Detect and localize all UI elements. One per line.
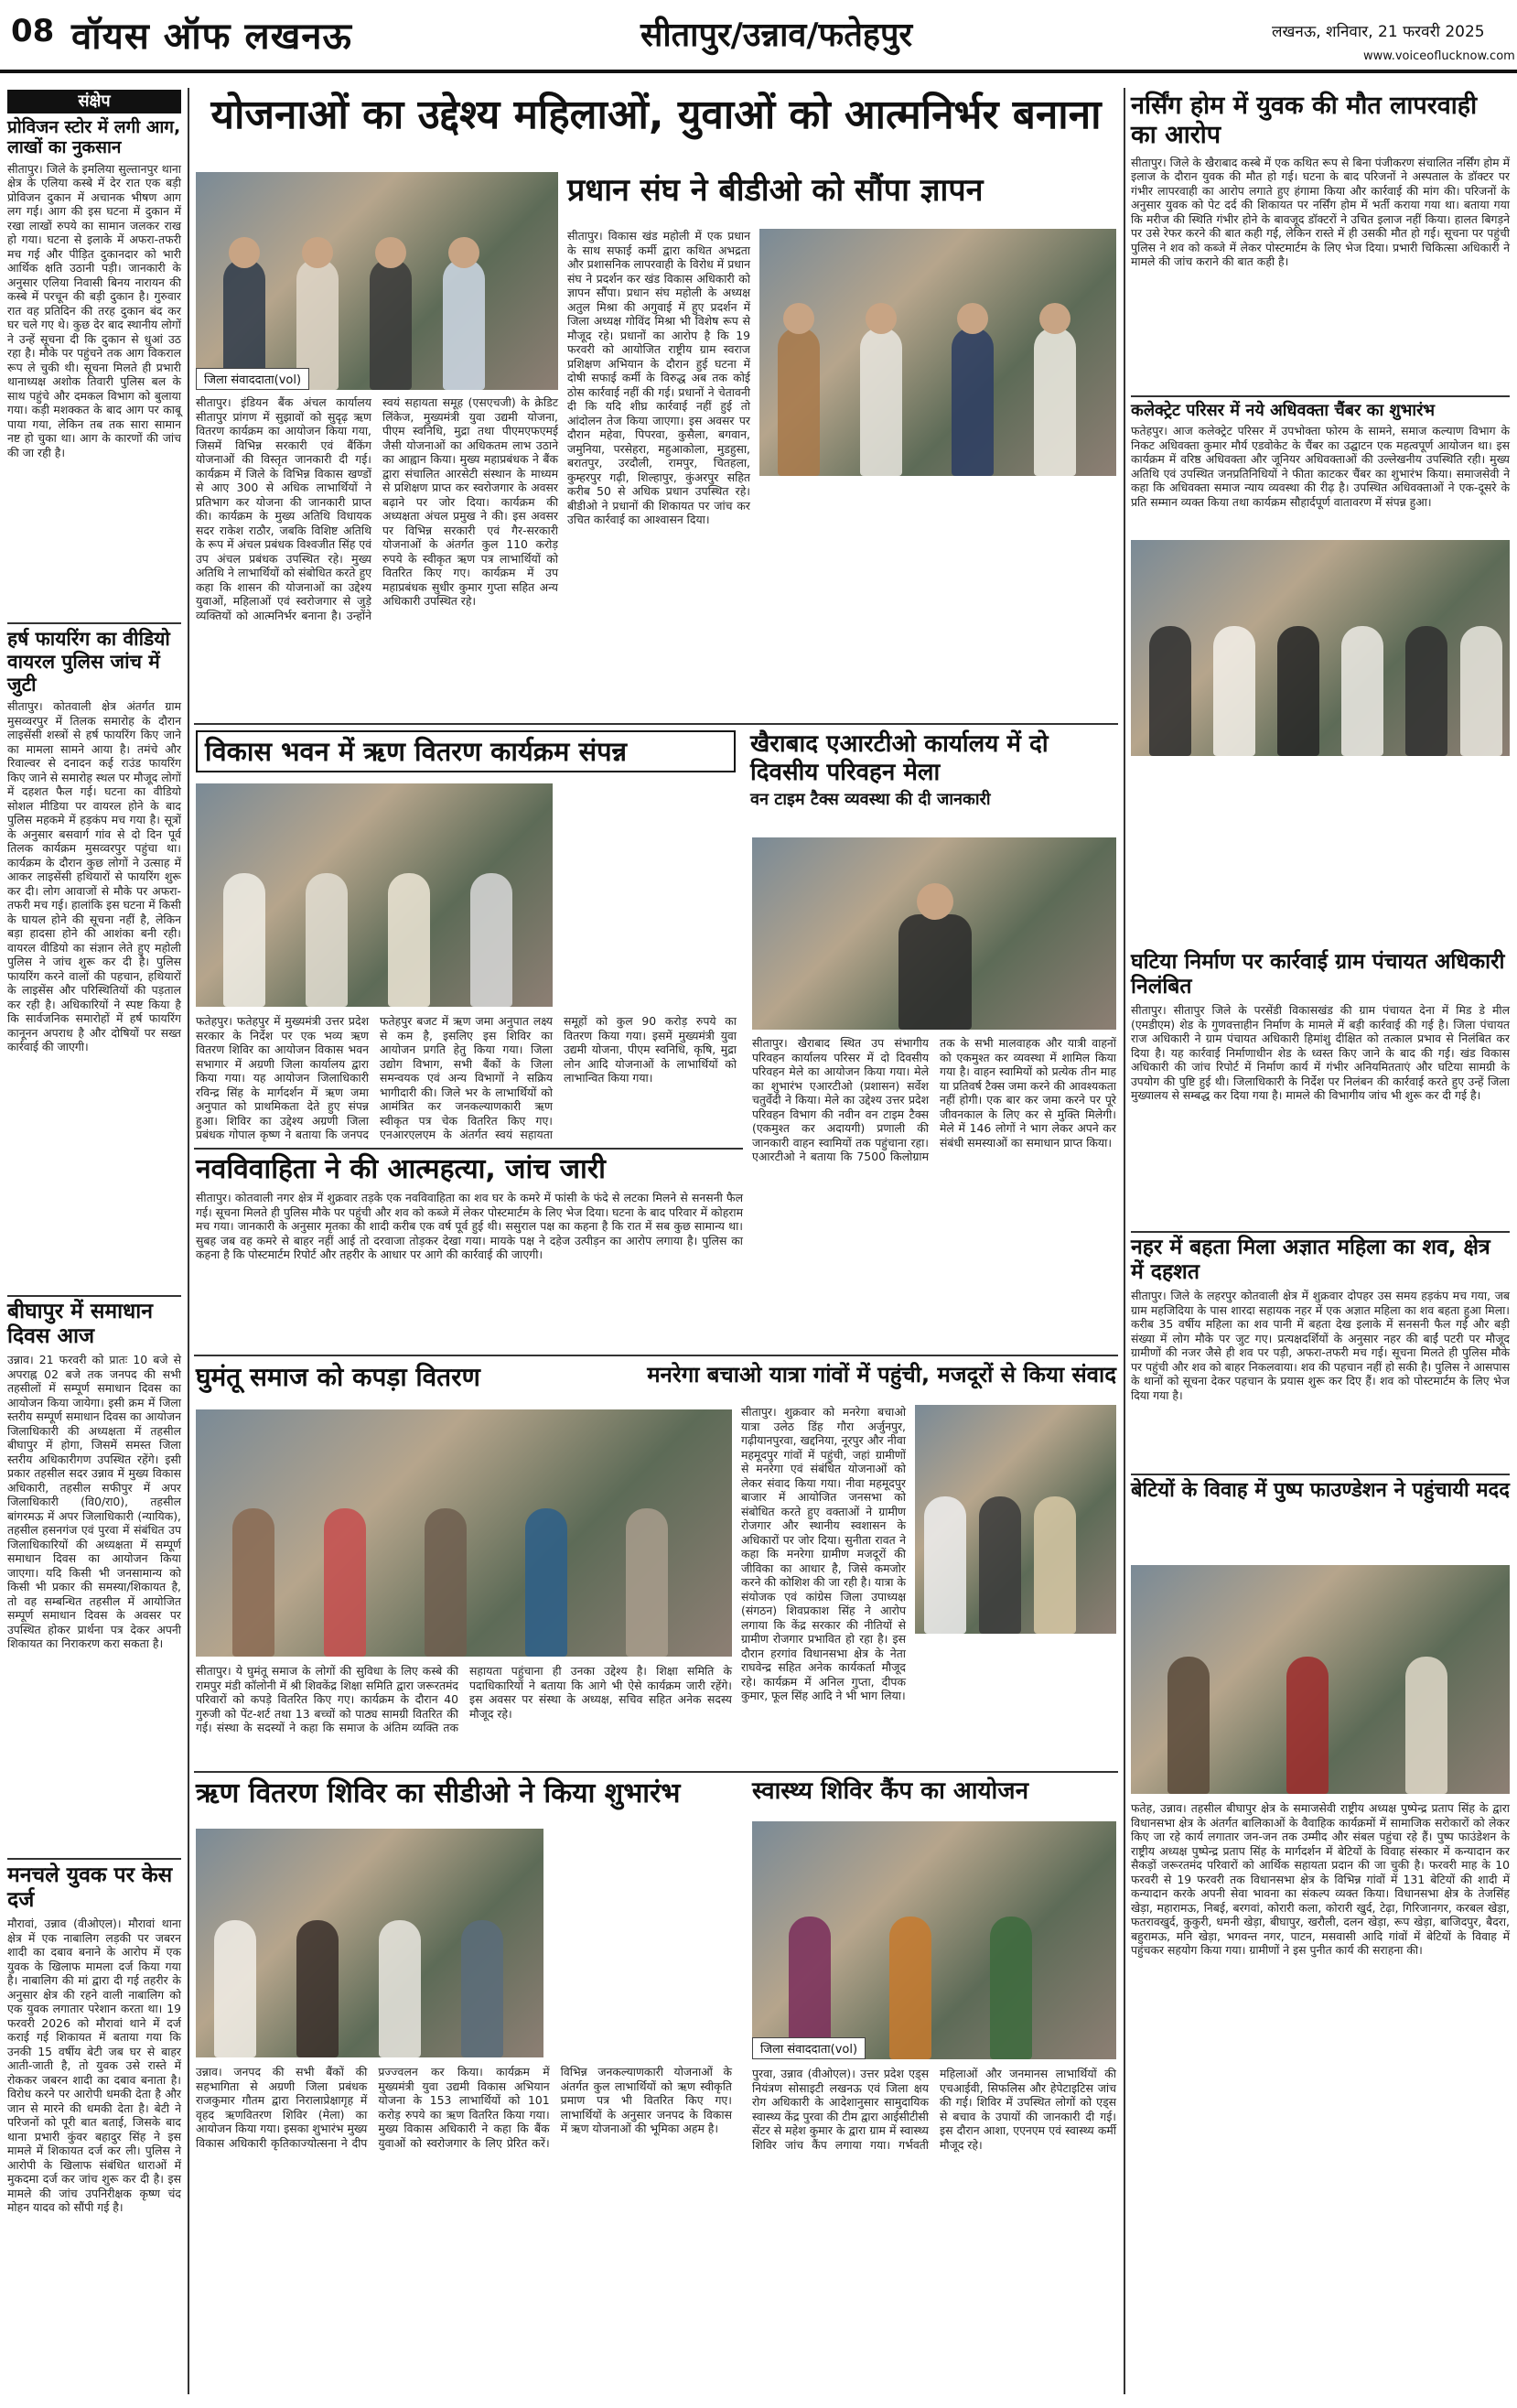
article-headline: नर्सिंग होम में युवक की मौत लापरवाही का आरोप [1131, 92, 1478, 149]
article-headline: विकास भवन में ऋण वितरण कार्यक्रम संपन्न [196, 730, 736, 772]
page-number: 08 [11, 13, 55, 49]
section-title: सीतापुर/उन्नाव/फतेहपुर [640, 16, 913, 54]
article-body: सीतापुर। शुक्रवार को मनरेगा बचाओ यात्रा उलेठ डिंह गौरा अर्जुनपुर, गढ़ीयानपुरवा, खद्दनिया, नूरपुर और नीवा महमूदपुर गांवों में पहुंची, जहां ग्रामीणों से मनरेगा एवं संबंधित योजनाओं को लेकर संवाद किया गया। नीवा महमूदपुर बाजार में आयोजित जनसभा को संबोधित करते हुए वक्ताओं ने ग्रामीण रोजगार और स्थानीय स्वशासन के अधिकारों पर जोर दिया। सुनीता रावत ने कहा कि मनरेगा ग्रामीण मजदूरों की जीविका का आधार है, जिसे कमजोर करने की कोशिश की जा रही है। यात्रा के संयोजक एवं कांग्रेस जिला उपाध्यक्ष (संगठन) शिवप्रकाश सिंह ने आरोप लगाया कि केंद्र सरकार की नीतियों से ग्रामीण रोजगार प्रभावित हो रहा है। इस दौरान हरगांव विधानसभा क्षेत्र के नेता राघवेन्द्र सहित अनेक कार्यकर्ता मौजूद रहे। कार्यक्रम में अनिल गुप्ता, दीपक कुमार, फूल सिंह आदि ने भी भाग लिया। [741, 1405, 906, 1702]
article-body: सीतापुर। खैराबाद स्थित उप संभागीय परिवहन कार्यालय परिसर में दो दिवसीय परिवहन मेले का आयोजन किया गया। मेले का शुभारंभ एआरटीओ (प्रशासन) सर्वेश चतुर्वेदी ने किया। मेले का उद्देश्य उत्तर प्रदेश परिवहन विभाग की नवीन वन टाइम टैक्स (एकमुश्त कर अदायगी) प्रणाली की जानकारी वाहन स्वामियों तक पहुंचाना रहा। एआरटीओ ने बताया कि 7500 किलोग्राम तक के सभी मालवाहक और यात्री वाहनों को एकमुश्त कर व्यवस्था में शामिल किया गया है। वाहन स्वामियों को प्रत्येक तीन माह या प्रतिवर्ष टैक्स जमा करने की आवश्यकता नहीं होगी। एक बार कर जमा करने पर पूरे जीवनकाल के लिए कर से मुक्ति मिलेगी। मेले में 146 लोगों ने भाग लेकर अपने कर संबंधी समस्याओं का समाधान प्राप्त किया। [752, 1036, 1116, 1163]
article-headline: हर्ष फायरिंग का वीडियो वायरल पुलिस जांच में जुटी [7, 628, 170, 696]
left-article-1 [7, 117, 181, 563]
article-headline: खैराबाद एआरटीओ कार्यालय में दो दिवसीय परिवहन मेला [750, 730, 1049, 786]
article-body: मौरावां, उन्नाव (वीओएल)। मौरावां थाना क्षेत्र में एक नाबालिग लड़की पर जबरन शादी का दबाव बनाने के आरोप में एक युवक के खिलाफ मामला दर्ज किया गया है। नाबालिग की मां द्वारा दी गई तहरीर के अनुसार क्षेत्र की रहने वाली नाबालिग को एक युवक लगातार परेशान करता था। 19 फरवरी 2026 को मौरावां थाने में दर्ज कराई गई शिकायत में बताया गया कि उनकी 15 वर्षीय बेटी जब घर से बाहर आती-जाती है, तो युवक उसे रास्ते में रोककर जबरन शादी का दबाव बनाता है। विरोध करने पर आरोपी धमकी देता है और जान से मारने की धमकी देता है। बेटी ने परिजनों को पूरी बात बताई, जिसके बाद थाना प्रभारी कुंवर बहादुर सिंह ने इस मामले में शिकायत दर्ज कर ली। पुलिस ने आरोपी के खिलाफ संबंधित धाराओं में मुकदमा दर्ज कर जांच शुरू कर दी है। इस मामले की जांच उपनिरीक्षक कृष्ण चंद मोहन यादव को सौंपी गई है। [7, 1917, 181, 2215]
health-camp-photo [752, 1821, 1116, 2059]
wedding-aid-photo [1131, 1565, 1510, 1794]
article-body: फतेह, उन्नाव। तहसील बीघापुर क्षेत्र के समाजसेवी राष्ट्रीय अध्यक्ष पुष्पेन्द्र प्रताप सिंह के द्वारा विधानसभा क्षेत्र के अंतर्गत बालिकाओं के वैवाहिक कार्यक्रमों में सामाजिक सरोकारों को लेकर किए जा रहे कार्य लगातार जन-जन तक उम्मीद और संबल पहुंचा रहे हैं। पुष्प फाउंडेशन के राष्ट्रीय अध्यक्ष पुष्पेन्द्र प्रताप सिंह के मार्गदर्शन में बेटियों के विवाह संस्कार में कन्यादान कर सैकड़ों जरूरतमंद परिवारों को आर्थिक सहायता प्रदान की जा चुकी है। फरवरी माह के 10 फरवरी से 19 फरवरी तक विधानसभा क्षेत्र के विभिन्न गांवों में 131 बेटियों की शादी में कन्यादान करके अपनी सेवा भावना का संकल्प व्यक्त किया। विधानसभा क्षेत्र के तेजसिंह खेड़ा, महारामऊ, निबई, बरगवां, कोरारी कला, कोरारी खुर्द, टेढ़ा, गिरिजानगर, करबल खेड़ा, फतरावखुर्द, कुकुरी, धमनी खेड़ा, बीघापुर, खरौली, दलन खेड़ा, रूप खेड़ा, बाजिदपुर, बैदरा, बहुरामऊ, मनि खेड़ा, भगवन्त नगर, पाटन, मसवासी आदि गांवों में बेटियों के विवाह में पहुंचकर सहयोग किया गया। ग्रामीणों ने इस पुनीत कार्य की सराहना की। [1131, 1801, 1510, 1957]
article-headline: ऋण वितरण शिविर का सीडीओ ने किया शुभारंभ [196, 1777, 681, 1809]
lead-photo [196, 172, 558, 390]
article-headline: मनचले युवक पर केस दर्ज [7, 1863, 173, 1913]
article-body: सीतापुर। जिले के लहरपुर कोतवाली क्षेत्र में शुक्रवार दोपहर उस समय हड़कंप मच गया, जब ग्राम महजिदिया के पास शारदा सहायक नहर में एक अज्ञात महिला का शव बहता हुआ मिला। करीब 35 वर्षीय महिला का शव पानी में बहता देख इलाके में सनसनी फैल गई और बड़ी संख्या में लोग मौके पर जुट गए। प्रत्यक्षदर्शियों के अनुसार नहर की बाईं पटरी पर मौजूद ग्रामीणों की नजर जैसे ही शव पर पड़ी, अफरा-तफरी मच गई। सूचना मिलते ही पुलिस मौके पर पहुंची और शव को बाहर निकलवाया। शव की पहचान नहीं हो सकी है। पुलिस ने आसपास के थानों को सूचना देकर पहचान के प्रयास शुरू कर दिए हैं। शव को पोस्टमार्टम के लिए भेज दिया गया है। [1131, 1289, 1510, 1402]
article-body: सीतापुर। कोतवाली नगर क्षेत्र में शुक्रवार तड़के एक नवविवाहिता का शव घर के कमरे में फांसी के फंदे से लटका मिलने से सनसनी फैल गई। सूचना मिलते ही पुलिस मौके पर पहुंची और शव को कब्जे में लेकर पोस्टमार्टम के लिए भेज दिया। घटना के बाद परिवार में कोहराम मच गया। जानकारी के अनुसार मृतका की शादी करीब एक वर्ष पूर्व हुई थी। ससुराल पक्ष का कहना है कि रात में सब कुछ सामान्य था। सुबह जब वह कमरे से बाहर नहीं आई तो दरवाजा तोड़कर देखा गया। मायके पक्ष ने दहेज उत्पीड़न का आरोप लगाया है। पुलिस का कहना है कि पोस्टमार्टम रिपोर्ट और तहरीर के आधार पर आगे की कार्रवाई की जाएगी। [196, 1191, 743, 1262]
article-body: सीतापुर। जिले के इमलिया सुल्तानपुर थाना क्षेत्र के एलिया कस्बे में देर रात एक बड़ी प्रोविजन दुकान में अचानक भीषण आग लग गई। आग की इस घटना में दुकान में रखा लाखों रुपये का सामान जलकर राख हो गया। घटना से इलाके में अफरा-तफरी मच गई और पीड़ित दुकानदार को भारी आर्थिक क्षति उठानी पड़ी। जानकारी के अनुसार एलिया निवासी बिनय नारायन की कस्बे में परचून की बड़ी दुकान है। गुरुवार रात वह प्रतिदिन की तरह दुकान बंद कर घर चले गए थे। कुछ देर बाद स्थानीय लोगों ने उन्हें सूचना दी कि दुकान से धुआं उठ रहा है। मौके पर पहुंचने तक आग विकराल रूप ले चुकी थी। सूचना मिलते ही प्रभारी थानाध्यक्ष अशोक तिवारी पुलिस बल के साथ पहुंचे और दमकल विभाग को बुलाया गया। कड़ी मशक्कत के बाद आग पर काबू पाया गया, लेकिन तब तक सारा सामान नष्ट हो चुका था। आग के कारणों की जांच की जा रही है। [7, 161, 181, 459]
mnrega-photo [915, 1405, 1116, 1634]
article-headline: प्रोविजन स्टोर में लगी आग, लाखों का नुकसान [7, 117, 181, 158]
article-body: सीतापुर। सीतापुर जिले के परसेंडी विकासखंड की ग्राम पंचायत देना में मिड डे मील (एमडीएम) शेड के गुणवत्ताहीन निर्माण के मामले में बड़ी कार्रवाई की गई है। जिला पंचायत राज अधिकारी ने ग्राम पंचायत अधिकारी हिमांशु दीक्षित को तत्काल प्रभाव से निलंबित कर दिया है। यह कार्रवाई निर्माणाधीन शेड के ध्वस्त किए जाने के बाद की गई। खंड विकास अधिकारी की जांच रिपोर्ट में निर्माण कार्य में गंभीर अनियमितताएं और घटिया सामग्री के उपयोग की पुष्टि हुई थी। जिलाधिकारी के निर्देश पर निलंबन की कार्रवाई करते हुए उन्हें जिला मुख्यालय से सम्बद्ध कर दिया गया है। मामले की विभागीय जांच भी शुरू कर दी गई है। [1131, 1003, 1510, 1103]
briefs-ribbon: संक्षेप [7, 90, 181, 113]
lead-headline: योजनाओं का उद्देश्य महिलाओं, युवाओं को आत्मनिर्भर बनाना [210, 92, 1102, 138]
clothes-distribution-photo [196, 1409, 732, 1657]
article-headline: घटिया निर्माण पर कार्रवाई ग्राम पंचायत अधिकारी निलंबित [1131, 950, 1505, 999]
article-body: फतेहपुर। आज कलेक्ट्रेट परिसर में उपभोक्ता फोरम के सामने, समाज कल्याण विभाग के निकट अधिवक्ता कुमार मौर्य एडवोकेट के चैंबर का उद्घाटन एक महत्वपूर्ण आयोजन था। इस कार्यक्रम में वरिष्ठ अधिवक्ता और जूनियर अधिवक्ताओं की उल्लेखनीय उपस्थिति रही। मुख्य अतिथि एवं उपस्थित जनप्रतिनिधियों ने फीता काटकर चैंबर का शुभारंभ किया। समाजसेवी ने कहा कि अधिवक्ता समाज न्याय व्यवस्था की रीढ़ है। उपस्थित अधिवक्ताओं ने एक-दूसरे के प्रति सम्मान व्यक्त किया तथा कार्यक्रम सौहार्दपूर्ण वातावरण में संपन्न हुआ। [1131, 424, 1510, 509]
article-headline: बीघापुर में समाधान दिवस आज [7, 1300, 154, 1349]
article-headline: नहर में बहता मिला अज्ञात महिला का शव, क्षेत्र में दहशत [1131, 1236, 1490, 1285]
lead-body: सीतापुर। इंडियन बैंक अंचल कार्यालय सीतापुर प्रांगण में सुझावों को सुदृढ़ ऋण वितरण कार्यक्रम का आयोजन किया गया, जिसमें विभिन्न सरकारी एवं बैंकिंग योजनाओं की विस्तृत जानकारी दी गई। कार्यक्रम में जिले के विभिन्न विकास खण्डों से आए 300 से अधिक लाभार्थियों ने प्रतिभाग कर योजना की जानकारी प्राप्त की। कार्यक्रम के मुख्य अतिथि विधायक सदर राकेश राठौर, जबकि विशिष्ट अतिथि के रूप में अंचल प्रबंधक विश्वजीत सिंह एवं उप अंचल प्रबंधक उपस्थित रहे। मुख्य अतिथि ने लाभार्थियों को संबोधित करते हुए कहा कि शासन की योजनाओं का उद्देश्य युवाओं, महिलाओं एवं स्वरोजगार से जुड़े व्यक्तियों को आत्मनिर्भर बनाना है। उन्होंने स्वयं सहायता समूह (एसएचजी) के क्रेडिट लिंकेज, मुख्यमंत्री युवा उद्यमी योजना, पीएम स्वनिधि, मुद्रा तथा पीएमएफएमई जैसी योजनाओं का अधिकतम लाभ उठाने का आह्वान किया। मुख्य महाप्रबंधक ने बैंक द्वारा संचालित आरसेटी संस्थान के माध्यम से प्रशिक्षण प्राप्त कर स्वरोजगार के अवसर बढ़ाने पर जोर दिया। कार्यक्रम की अध्यक्षता अंचल प्रमुख ने की। इस अवसर पर विभिन्न सरकारी एवं गैर-सरकारी योजनाओं के अंतर्गत कुल 110 करोड़ रुपये के स्वीकृत ऋण पत्र लाभार्थियों को वितरित किए गए। कार्यक्रम में उप महाप्रबंधक सुधीर कुमार गुप्ता सहित अन्य अधिकारी उपस्थित रहे। [196, 395, 558, 622]
article-subheadline: वन टाइम टैक्स व्यवस्था की दी जानकारी [750, 790, 991, 810]
website-link[interactable]: www.voiceoflucknow.com [1363, 49, 1515, 63]
newspaper-name: वॉयस ऑफ लखनऊ [71, 16, 352, 58]
mid-article-3 [196, 1153, 743, 1306]
left-article-3 [7, 1300, 181, 1858]
mid-article-5 [567, 1362, 1116, 1388]
bottom-article-1 [196, 1777, 745, 1809]
mid-top-article [567, 172, 1116, 216]
transport-fair-photo [752, 837, 1116, 1030]
article-body: सीतापुर। कोतवाली क्षेत्र अंतर्गत ग्राम मुसव्वरपुर में तिलक समारोह के दौरान लाइसेंसी शस्त्रों से हर्ष फायरिंग किए जाने का मामला सामने आया है। तमंचे और रिवाल्वर से दनादन कई राउंड फायरिंग किए जाने से समारोह स्थल पर मौजूद लोगों में दहशत फैल गई। घटना का वीडियो सोशल मीडिया पर वायरल होने के बाद पुलिस महकमे में हड़कंप मच गया है। सूत्रों के अनुसार बसवार्ग गांव से दो दिन पूर्व तिलक कार्यक्रम मुसव्वरपुर पहुंचा था। कार्यक्रम के दौरान कुछ लोगों ने उत्साह में आकर लाइसेंसी हथियारों से फायरिंग शुरू कर दी। लोग आवाजों से मौके पर अफरा-तफरी मच गई। हालांकि इस घटना में किसी के घायल होने की सूचना नहीं है, लेकिन बड़ा हादसा होने की आशंका बनी रही। वायरल वीडियो का संज्ञान लेते हुए महोली पुलिस ने जांच शुरू कर दी है। पुलिस फायरिंग करने वालों की पहचान, हथियारों के लाइसेंस और परिस्थितियों की पड़ताल कर रही है। अधिकारियों ने स्पष्ट किया है कि सार्वजनिक समारोहों में हर्ष फायरिंग कानूनन अपराध है और दोषियों पर सख्त कार्रवाई की जाएगी। [7, 699, 181, 1054]
article-body: सीतापुर। ये घुमंतू समाज के लोगों की सुविधा के लिए कस्बे की रामपुर मंडी कॉलोनी में श्री शिवकेंद्र शिक्षा समिति द्वारा जरूरतमंद परिवारों को कपड़े वितरित किए गए। कार्यक्रम के दौरान 40 गुरुजी को पेंट-शर्ट तथा 13 बच्चों को पाठ्य सामग्री वितरित की गई। संस्था के सदस्यों ने कहा कि समाज के अंतिम व्यक्ति तक सहायता पहुंचाना ही उनका उद्देश्य है। शिक्षा समिति के पदाधिकारियों ने बताया कि आगे भी ऐसे कार्यक्रम जारी रहेंगे। इस अवसर पर संस्था के अध्यक्ष, सचिव सहित अनेक सदस्य मौजूद रहे। [196, 1664, 732, 1734]
memorandum-photo [759, 229, 1116, 476]
left-article-2 [7, 628, 181, 1248]
article-body: पुरवा, उन्नाव (वीओएल)। उत्तर प्रदेश एड्स नियंत्रण सोसाइटी लखनऊ एवं जिला क्षय रोग अधिकारी के आदेशानुसार सामुदायिक स्वास्थ्य केंद्र पुरवा की टीम द्वारा आईसीटीसी सेंटर से महेश कुमार के द्वारा ग्राम में स्वास्थ्य शिविर जांच कैंप लगाया गया। गर्भवती महिलाओं और जनमानस लाभार्थियों की एचआईवी, सिफलिस और हेपेटाइटिस जांच की गई। शिविर में उपस्थित लोगों को एड्स से बचाव के उपायों की जानकारी दी गई। इस दौरान आशा, एएनएम एवं स्वास्थ्य कर्मी मौजूद रहे। [752, 2067, 1116, 2152]
article-body: फतेहपुर। फतेहपुर में मुख्यमंत्री उत्तर प्रदेश सरकार के निर्देश पर एक भव्य ऋण वितरण शिविर का आयोजन विकास भवन सभागार में अग्रणी जिला कार्यालय द्वारा किया गया। यह आयोजन जिलाधिकारी रविन्द्र सिंह के मार्गदर्शन में ऋण जमा अनुपात को प्राथमिकता देते हुए संपन्न हुआ। शिविर का उद्देश्य अग्रणी जिला प्रबंधक गोपाल कृष्ण ने बताया कि जनपद फतेहपुर बजट में ऋण जमा अनुपात लक्ष्य से कम है, इसलिए इस शिविर का आयोजन प्रगति हेतु किया गया। जिला उद्योग विभाग, सभी बैंकों के जिला समन्वयक एवं अन्य विभागों ने सक्रिय भागीदारी की। जिले भर के लाभार्थियों को आमंत्रित कर जनकल्याणकारी ऋण स्वीकृत पत्र चेक वितरित किए गए। एनआरएलएम के अंतर्गत स्वयं सहायता समूहों को कुल 90 करोड़ रुपये का वितरण किया गया। इसमें मुख्यमंत्री युवा उद्यमी योजना, पीएम स्वनिधि, कृषि, मुद्रा लोन आदि योजनाओं के लाभार्थियों को लाभान्वित किया गया। [196, 1014, 737, 1141]
date-line: लखनऊ, शनिवार, 21 फरवरी 2025 [1272, 23, 1485, 41]
mid-article-2 [750, 730, 1116, 810]
bottom-article-2 [752, 1777, 1118, 1806]
article-body: उन्नाव। जनपद की सभी बैंकों की सहभागिता से अग्रणी जिला प्रबंधक राजकुमार गौतम द्वारा निरालाप्रेक्षागृह में वृहद ऋणवितरण शिविर (मेला) का आयोजन किया गया। इसका शुभारंभ मुख्य विकास अधिकारी कृतिकाज्योत्सना ने दीप प्रज्ज्वलन कर किया। कार्यक्रम में मुख्यमंत्री युवा उद्यमी विकास अभियान योजना के 153 लाभार्थियों को 101 करोड़ रुपये का ऋण वितरित किया गया। मुख्य विकास अधिकारी ने कहा कि बैंक युवाओं को स्वरोजगार के लिए प्रेरित करें। विभिन्न जनकल्याणकारी योजनाओं के अंतर्गत कुल लाभार्थियों को ऋण स्वीकृति प्रमाण पत्र भी वितरित किए गए। लाभार्थियों के अनुसार जनपद के विकास में ऋण योजनाओं की भूमिका अहम है। [196, 2065, 732, 2150]
article-body: सीतापुर। जिले के खैराबाद कस्बे में एक कथित रूप से बिना पंजीकरण संचालित नर्सिंग होम में इलाज के दौरान युवक की मौत हो गई। घटना के बाद परिजनों ने अस्पताल के डॉक्टर पर गंभीर लापरवाही का आरोप लगाते हुए हंगामा किया और कार्रवाई की मांग की। परिजनों के अनुसार युवक को पेट दर्द की शिकायत पर नर्सिंग होम में भर्ती कराया गया था। बताया गया कि मरीज की स्थिति गंभीर होने के बावजूद डॉक्टरों ने उचित इलाज नहीं किया। हालत बिगड़ने पर उसे रेफर करने की बात कही गई, लेकिन रास्ते में ही उसकी मौत हो गई। सूचना पर पहुंची पुलिस ने शव को कब्जे में लेकर पोस्टमार्टम के लिए भेज दिया। प्रभारी चिकित्सा अधिकारी ने मामले की जांच कराने की बात कही है। [1131, 155, 1510, 269]
mid-article-4 [196, 1362, 562, 1392]
left-article-4 [7, 1863, 181, 2381]
article-headline: नवविवाहिता ने की आत्महत्या, जांच जारी [196, 1153, 606, 1185]
article-headline: प्रधान संघ ने बीडीओ को सौंपा ज्ञापन [567, 172, 984, 209]
right-article-1 [1131, 92, 1510, 381]
article-headline: स्वास्थ्य शिविर कैंप का आयोजन [752, 1777, 1029, 1805]
article-body: उन्नाव। 21 फरवरी को प्रातः 10 बजे से अपराह्न 02 बजे तक जनपद की सभी तहसीलों में सम्पूर्ण समाधान दिवस का आयोजन किया जायेगा। इसी क्रम में जिला स्तरीय सम्पूर्ण समाधान दिवस का आयोजन जिलाधिकारी की अध्यक्षता में तहसील बीघापुर में होगा, जिसमें समस्त जिला स्तरीय अधिकारीगण उपस्थित रहेंगे। इसी प्रकार तहसील सदर उन्नाव में मुख्य विकास अधिकारी, तहसील सफीपुर में अपर जिलाधिकारी (वि0/रा0), तहसील बांगरमऊ में अपर जिलाधिकारी (न्यायिक), तहसील हसनगंज एवं पुरवा में संबंधित उप जिलाधिकारियों की अध्यक्षता में सम्पूर्ण समाधान दिवस का आयोजन किया जाएगा। यदि किसी भी जनसामान्य को किसी भी प्रकार की समस्या/शिकायत है, तो वह सम्बन्धित तहसील में आयोजित सम्पूर्ण समाधान दिवस के अवसर पर उपस्थित होकर प्रार्थना पत्र देकर अपनी शिकायत का निराकरण करा सकता है। [7, 1353, 181, 1651]
masthead [0, 0, 1517, 73]
loan-camp-photo [196, 783, 553, 1007]
photo-caption: जिला संवाददाता(vol) [196, 368, 309, 390]
article-headline: मनरेगा बचाओ यात्रा गांवों में पहुंची, मजदूरों से किया संवाद [647, 1362, 1116, 1388]
right-article-2 [1131, 401, 1510, 535]
article-headline: बेटियों के विवाह में पुष्प फाउण्डेशन ने पहुंचायी मदद [1131, 1479, 1510, 1502]
right-article-4 [1131, 1236, 1510, 1444]
chamber-photo [1131, 540, 1510, 756]
article-body: सीतापुर। विकास खंड महोली में एक प्रधान के साथ सफाई कर्मी द्वारा कथित अभद्रता और प्रशासनिक लापरवाही के विरोध में प्रधान संघ ने प्रदर्शन कर खंड विकास अधिकारी को ज्ञापन सौंपा। प्रधान संघ महोली के अध्यक्ष अतुल मिश्रा की अगुवाई में हुए प्रदर्शन में जिला अध्यक्ष गोविंद मिश्रा भी विशेष रूप से मौजूद रहे। प्रधानों का आरोप है कि 19 फरवरी को आयोजित राष्ट्रीय ग्राम स्वराज प्रशिक्षण अभियान के दौरान हुई घटना में दोषी सफाई कर्मी के विरुद्ध अब तक कोई ठोस कार्रवाई नहीं की गई। प्रधानों ने चेतावनी दी कि यदि शीघ्र कार्रवाई नहीं हुई तो आंदोलन तेज किया जाएगा। इस अवसर पर दौरान महेवा, पिपरवा, कुसैला, बगवान, जमुनिया, परसेहरा, महुआकोला, मुडहुसा, बरातपुर, उरदौली, रामपुर, चितहला, कुम्हरपुर गढ़ी, शिल्हापुर, कुंअरपुर सहित करीब 50 से अधिक प्रधान उपस्थित रहे। बीडीओ ने प्रधानों की शिकायत पर जांच कर उचित कार्रवाई का आश्वासन दिया। [567, 229, 750, 526]
cdo-loan-camp-photo [196, 1829, 543, 2057]
right-article-3 [1131, 950, 1510, 1206]
article-headline: घुमंतू समाज को कपड़ा वितरण [196, 1362, 480, 1392]
right-article-5 [1131, 1479, 1510, 1503]
photo-caption: जिला संवाददाता(vol) [752, 2037, 866, 2059]
article-headline: कलेक्ट्रेट परिसर में नये अधिवक्ता चैंबर का शुभारंभ [1131, 401, 1436, 420]
